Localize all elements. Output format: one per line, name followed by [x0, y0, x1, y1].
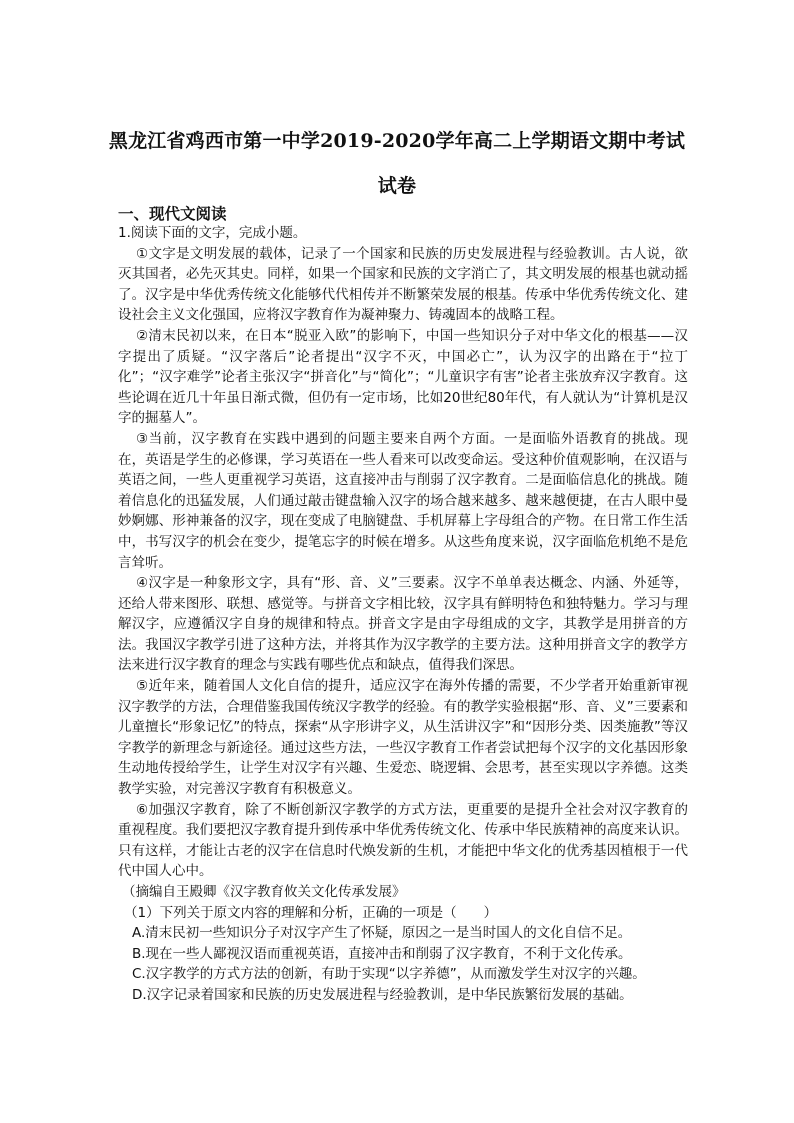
paragraph-3: ③当前，汉字教育在实践中遇到的问题主要来自两个方面。一是面临外语教育的挑战。现在，英语是学生的必修课，学习英语在一些人看来可以改变命运。受这种价值观影响，在汉语与英语之间，一些人更重视学习英语，这直接冲击与削弱了汉字教育。二是面临信息化的挑战。随着信息化的迅猛发展，人们通过敲击键盘输入汉字的场合越来越多、越来越便捷，在古人眼中曼妙婀娜、形神兼备的汉字，现在变成了电脑键盘、手机屏幕上字母组合的产物。在日常工作生活中，书写汉字的机会在变少，提笔忘字的时候在增多。从这些角度来说，汉字面临危机绝不是危言耸听。	[118, 430, 688, 571]
option-c: C.汉字教学的方式方法的创新，有助于实现“以字养德”，从而激发学生对汉字的兴趣。	[132, 966, 646, 983]
section-heading: 一、现代文阅读	[118, 205, 227, 223]
paragraph-2: ②清末民初以来，在日本“脱亚入欧”的影响下，中国一些知识分子对中华文化的根基——汉字提出了质疑。“汉字落后”论者提出“汉字不灭，中国必亡”，认为汉字的出路在于“拉丁化”；“汉字难学”论者主张汉字“拼音化”与“简化”；“儿童识字有害”论者主张放弃汉字教育。这些论调在近几十年虽日渐式微，但仍有一定市场，比如20世纪80年代，有人就认为“计算机是汉字的掘墓人”。	[118, 327, 688, 427]
exam-title-line2: 试卷	[377, 175, 417, 197]
option-b: B.现在一些人鄙视汉语而重视英语，直接冲击和削弱了汉字教育，不利于文化传承。	[132, 945, 632, 962]
instruction: 1.阅读下面的文字，完成小题。	[118, 225, 307, 241]
exam-title-line1: 黑龙江省鸡西市第一中学2019-2020学年高二上学期语文期中考试	[108, 130, 686, 152]
paragraph-5: ⑤近年来，随着国人文化自信的提升，适应汉字在海外传播的需要，不少学者开始重新审视汉字教学的方法，合理借鉴我国传统汉字教学的经验。有的教学实验根据“形、音、义”三要素和儿童擅长“形象记忆”的特点，探索“从字形讲字义，从生活讲汉字”和“因形分类、因类施教”等汉字教学的新理念与新途径。通过这些方法，一些汉字教育工作者尝试把每个汉字的文化基因形象生动地传授给学生，让学生对汉字有兴趣、生爱恋、晓逻辑、会思考，甚至实现以字养德。这类教学实验，对完善汉字教育有积极意义。	[118, 678, 688, 798]
reading-passage	[118, 223, 688, 1006]
paragraph-1: ①文字是文明发展的载体，记录了一个国家和民族的历史发展进程与经验教训。古人说，欲灭其国者，必先灭其史。同样，如果一个国家和民族的文字消亡了，其文明发展的根基也就动摇了。汉字是中华优秀传统文化能够代代相传并不断繁荣发展的根基。传承中华优秀传统文化、建设社会主义文化强国，应将汉字教育作为凝神聚力、铸魂固本的战略工程。	[118, 245, 688, 324]
source-citation: （摘编自王殿卿《汉字教育攸关文化传承发展》	[122, 884, 406, 900]
paragraph-6: ⑥加强汉字教育，除了不断创新汉字教学的方式方法，更重要的是提升全社会对汉字教育的重视程度。我们要把汉字教育提升到传承中华优秀传统文化、传承中华民族精神的高度来认识。只有这样，才能让古老的汉字在信息时代焕发新的生机，才能把中华文化的优秀基因植根于一代代中国人心中。	[118, 801, 688, 880]
question-1: （1）下列关于原文内容的理解和分析，正确的一项是（ ）	[124, 904, 498, 921]
option-a: A.清末民初一些知识分子对汉字产生了怀疑，原因之一是当时国人的文化自信不足。	[132, 925, 632, 942]
option-d: D.汉字记录着国家和民族的历史发展进程与经验教训，是中华民族繁衍发展的基础。	[132, 986, 633, 1003]
paragraph-4: ④汉字是一种象形文字，具有“形、音、义”三要素。汉字不单单表达概念、内涵、外延等，还给人带来图形、联想、感觉等。与拼音文字相比较，汉字具有鲜明特色和独特魅力。学习与理解汉字，应遵循汉字自身的规律和特点。拼音文字是由字母组成的文字，其教学是用拼音的方法。我国汉字教学引进了这种方法，并将其作为汉字教学的主要方法。这种用拼音文字的教学方法来进行汉字教育的理念与实践有哪些优点和缺点，值得我们深思。	[118, 575, 688, 674]
